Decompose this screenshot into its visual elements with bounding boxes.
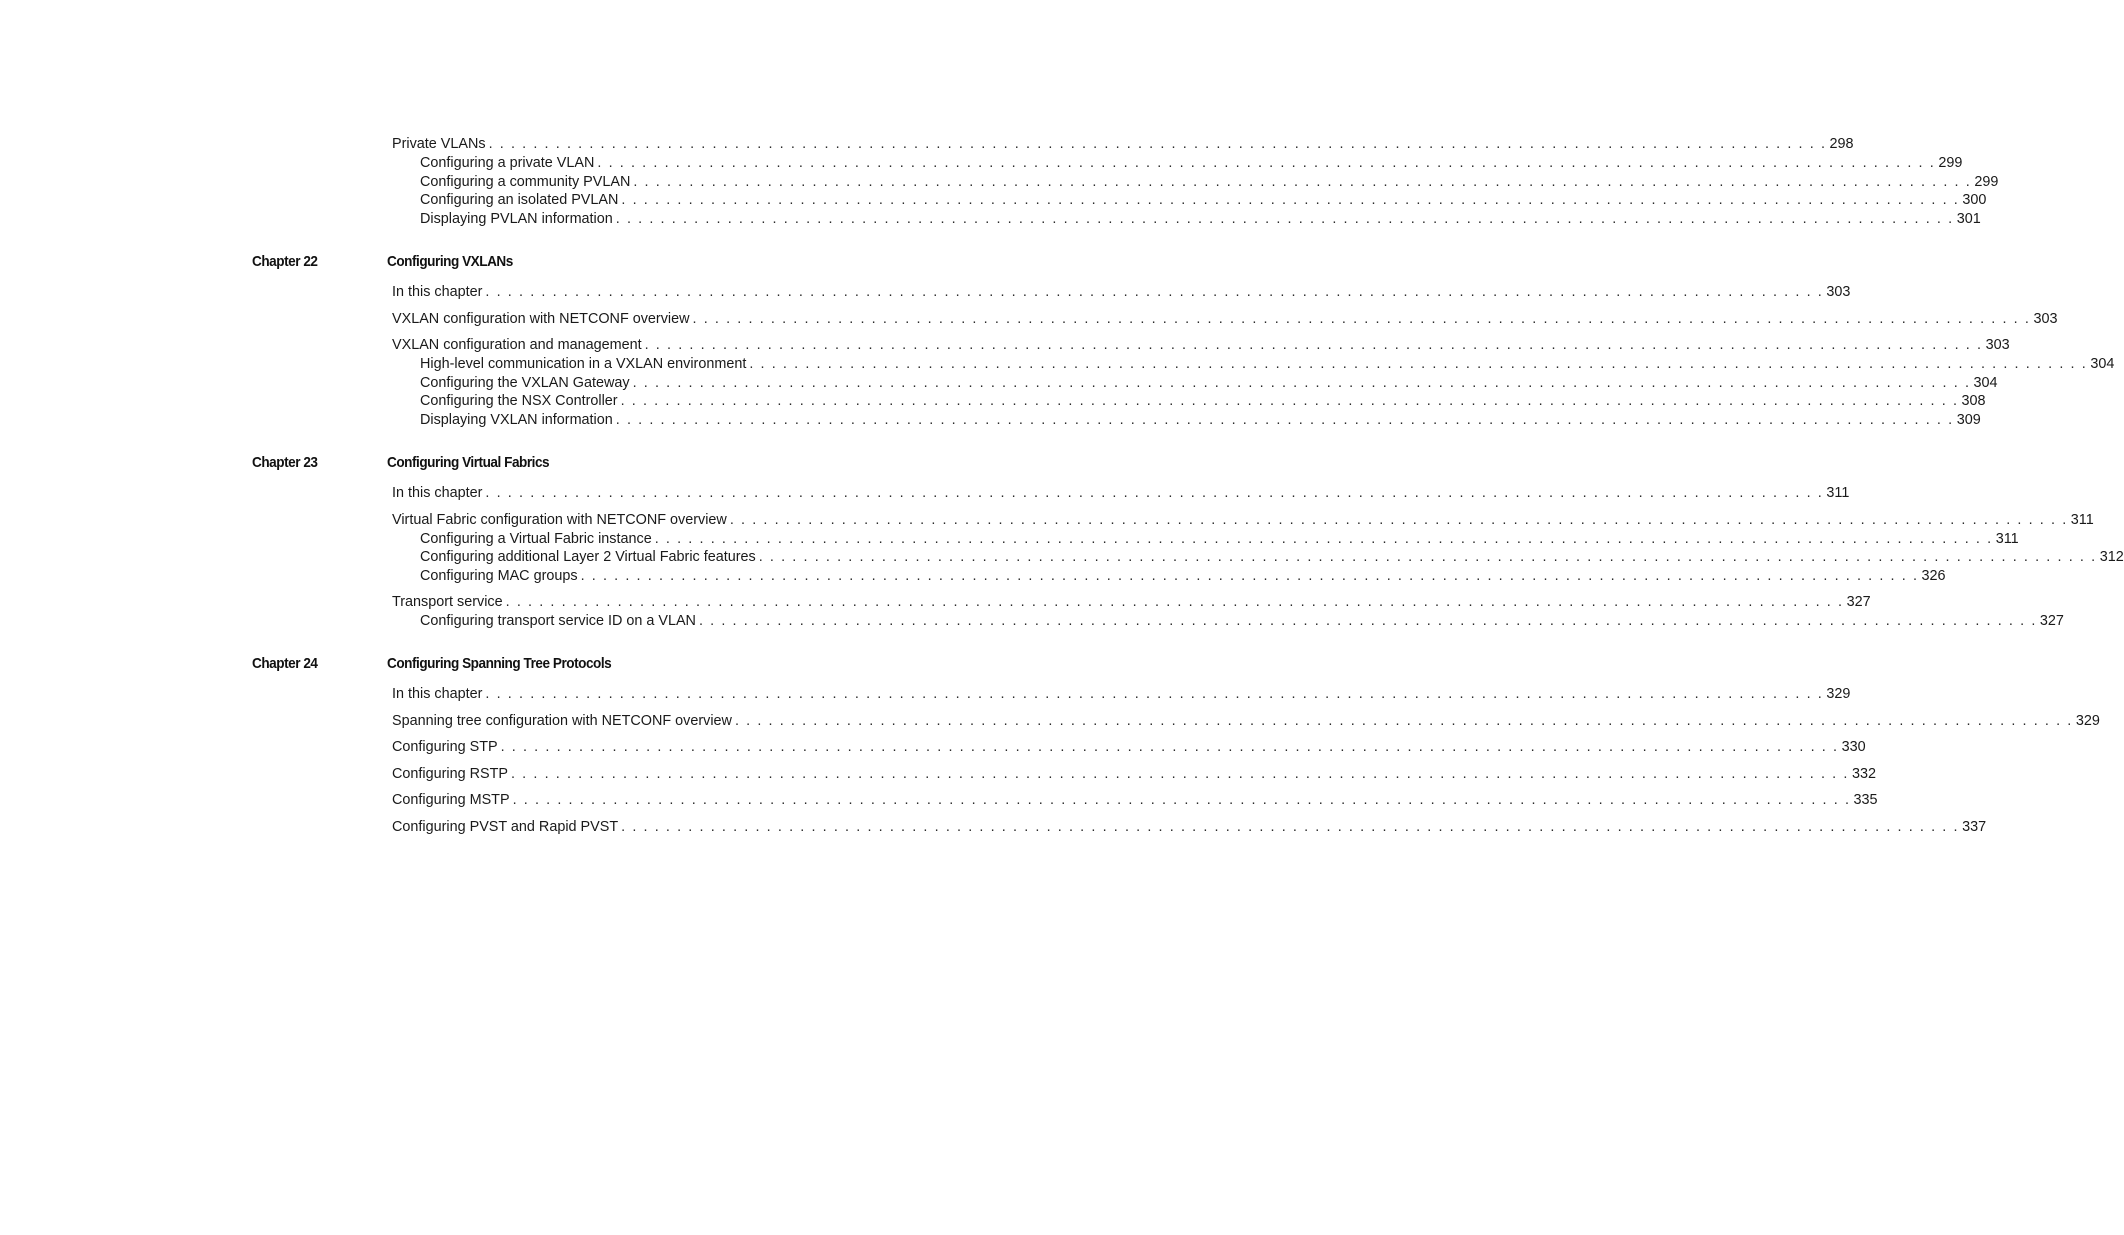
toc-entry-title: VXLAN configuration and management [392,337,642,353]
toc-entry-vxlan-netconf-overview[interactable] [392,310,2058,328]
dot-leader: . . . . . . . . . . . . . . . . . . . . . . . . . . . . . . . . . . . . . . . . . . . . . . . . . . . . . . . . . . . . . . . . . . . . . . . . . . . . . . . . . . . . . . . . . . . . . . . . . . . . . . . . . . . . . . . . . . . . . . . . [597,155,1936,171]
toc-entry-title: High-level communication in a VXLAN environment [420,356,747,372]
toc-entry-page: 332 [1851,766,1876,782]
toc-entry-page: 308 [1961,393,1986,409]
toc-entry-page: 312 [2099,549,2124,565]
dot-leader: . . . . . . . . . . . . . . . . . . . . . . . . . . . . . . . . . . . . . . . . . . . . . . . . . . . . . . . . . . . . . . . . . . . . . . . . . . . . . . . . . . . . . . . . . . . . . . . . . . . . . . . . . . . . . . . . . . . . . . . . [758,549,2097,565]
toc-entry-configuring-community-pvlan[interactable] [420,173,1999,191]
dot-leader: . . . . . . . . . . . . . . . . . . . . . . . . . . . . . . . . . . . . . . . . . . . . . . . . . . . . . . . . . . . . . . . . . . . . . . . . . . . . . . . . . . . . . . . . . . . . . . . . . . . . . . . . . . . . . . . . . . . . . . . . [632,375,1971,391]
toc-entry-page: 298 [1829,136,1854,152]
toc-entry-displaying-vxlan-information[interactable] [420,411,1981,429]
toc-entry-page: 303 [1826,284,1851,300]
dot-leader: . . . . . . . . . . . . . . . . . . . . . . . . . . . . . . . . . . . . . . . . . . . . . . . . . . . . . . . . . . . . . . . . . . . . . . . . . . . . . . . . . . . . . . . . . . . . . . . . . . . . . . . . . . . . . . . . . . . . . . . . [485,485,1824,501]
toc-entry-private-vlans[interactable] [392,135,1854,153]
dot-leader: . . . . . . . . . . . . . . . . . . . . . . . . . . . . . . . . . . . . . . . . . . . . . . . . . . . . . . . . . . . . . . . . . . . . . . . . . . . . . . . . . . . . . . . . . . . . . . . . . . . . . . . . . . . . . . . . . . . . . . . . [621,819,1960,835]
toc-entry-title: Configuring the VXLAN Gateway [420,375,630,391]
toc-entry-configuring-virtual-fabric-instance[interactable] [420,530,2019,548]
toc-entry-configuring-private-vlan[interactable] [420,154,1963,172]
dot-leader: . . . . . . . . . . . . . . . . . . . . . . . . . . . . . . . . . . . . . . . . . . . . . . . . . . . . . . . . . . . . . . . . . . . . . . . . . . . . . . . . . . . . . . . . . . . . . . . . . . . . . . . . . . . . . . . . . . . . . . . . [580,568,1919,584]
toc-entry-title: Virtual Fabric configuration with NETCONF overview [392,512,727,528]
toc-entry-page: 311 [1826,485,1850,501]
dot-leader: . . . . . . . . . . . . . . . . . . . . . . . . . . . . . . . . . . . . . . . . . . . . . . . . . . . . . . . . . . . . . . . . . . . . . . . . . . . . . . . . . . . . . . . . . . . . . . . . . . . . . . . . . . . . . . . . . . . . . . . . [512,792,1851,808]
toc-entry-in-this-chapter[interactable] [392,283,1851,301]
toc-entry-title: Displaying VXLAN information [420,412,613,428]
toc-entry-title: Spanning tree configuration with NETCONF overview [392,713,732,729]
toc-entry-configuring-vxlan-gateway[interactable] [420,374,1998,392]
dot-leader: . . . . . . . . . . . . . . . . . . . . . . . . . . . . . . . . . . . . . . . . . . . . . . . . . . . . . . . . . . . . . . . . . . . . . . . . . . . . . . . . . . . . . . . . . . . . . . . . . . . . . . . . . . . . . . . . . . . . . . . . [654,531,1993,547]
toc-entry-configuring-transport-service-id[interactable] [420,612,2064,630]
dot-leader: . . . . . . . . . . . . . . . . . . . . . . . . . . . . . . . . . . . . . . . . . . . . . . . . . . . . . . . . . . . . . . . . . . . . . . . . . . . . . . . . . . . . . . . . . . . . . . . . . . . . . . . . . . . . . . . . . . . . . . . . [729,512,2068,528]
toc-entry-title: Configuring a community PVLAN [420,174,631,190]
toc-entry-title: In this chapter [392,284,483,300]
dot-leader: . . . . . . . . . . . . . . . . . . . . . . . . . . . . . . . . . . . . . . . . . . . . . . . . . . . . . . . . . . . . . . . . . . . . . . . . . . . . . . . . . . . . . . . . . . . . . . . . . . . . . . . . . . . . . . . . . . . . . . . . [692,311,2031,327]
dot-leader: . . . . . . . . . . . . . . . . . . . . . . . . . . . . . . . . . . . . . . . . . . . . . . . . . . . . . . . . . . . . . . . . . . . . . . . . . . . . . . . . . . . . . . . . . . . . . . . . . . . . . . . . . . . . . . . . . . . . . . . . [644,337,1983,353]
toc-entry-in-this-chapter[interactable] [392,484,1850,502]
toc-entry-transport-service[interactable] [392,593,1871,611]
toc-entry-title: Configuring additional Layer 2 Virtual Fabric features [420,549,756,565]
toc-entry-page: 303 [1985,337,2010,353]
toc-entry-title: Private VLANs [392,136,486,152]
dot-leader: . . . . . . . . . . . . . . . . . . . . . . . . . . . . . . . . . . . . . . . . . . . . . . . . . . . . . . . . . . . . . . . . . . . . . . . . . . . . . . . . . . . . . . . . . . . . . . . . . . . . . . . . . . . . . . . . . . . . . . . . [488,136,1827,152]
chapter-label: Chapter 23 [252,455,318,471]
toc-entry-page: 300 [1962,192,1987,208]
toc-entry-title: In this chapter [392,485,483,501]
toc-entry-page: 299 [1974,174,1999,190]
toc-entry-page: 327 [2039,613,2064,629]
toc-entry-page: 327 [1846,594,1871,610]
toc-entry-page: 311 [2070,512,2094,528]
toc-entry-page: 304 [1973,375,1998,391]
toc-entry-vxlan-configuration-management[interactable] [392,336,2010,354]
dot-leader: . . . . . . . . . . . . . . . . . . . . . . . . . . . . . . . . . . . . . . . . . . . . . . . . . . . . . . . . . . . . . . . . . . . . . . . . . . . . . . . . . . . . . . . . . . . . . . . . . . . . . . . . . . . . . . . . . . . . . . . . [485,686,1824,702]
toc-entry-virtual-fabric-netconf-overview[interactable] [392,511,2094,529]
toc-entry-configuring-mac-groups[interactable] [420,567,1946,585]
dot-leader: . . . . . . . . . . . . . . . . . . . . . . . . . . . . . . . . . . . . . . . . . . . . . . . . . . . . . . . . . . . . . . . . . . . . . . . . . . . . . . . . . . . . . . . . . . . . . . . . . . . . . . . . . . . . . . . . . . . . . . . . [615,412,1954,428]
dot-leader: . . . . . . . . . . . . . . . . . . . . . . . . . . . . . . . . . . . . . . . . . . . . . . . . . . . . . . . . . . . . . . . . . . . . . . . . . . . . . . . . . . . . . . . . . . . . . . . . . . . . . . . . . . . . . . . . . . . . . . . . [500,739,1839,755]
dot-leader: . . . . . . . . . . . . . . . . . . . . . . . . . . . . . . . . . . . . . . . . . . . . . . . . . . . . . . . . . . . . . . . . . . . . . . . . . . . . . . . . . . . . . . . . . . . . . . . . . . . . . . . . . . . . . . . . . . . . . . . . [749,356,2088,372]
toc-entry-spanning-tree-netconf-overview[interactable] [392,712,2100,730]
toc-entry-page: 299 [1938,155,1963,171]
toc-entry-title: Configuring transport service ID on a VLAN [420,613,696,629]
dot-leader: . . . . . . . . . . . . . . . . . . . . . . . . . . . . . . . . . . . . . . . . . . . . . . . . . . . . . . . . . . . . . . . . . . . . . . . . . . . . . . . . . . . . . . . . . . . . . . . . . . . . . . . . . . . . . . . . . . . . . . . . [505,594,1844,610]
toc-entry-high-level-communication[interactable] [420,355,2115,373]
dot-leader: . . . . . . . . . . . . . . . . . . . . . . . . . . . . . . . . . . . . . . . . . . . . . . . . . . . . . . . . . . . . . . . . . . . . . . . . . . . . . . . . . . . . . . . . . . . . . . . . . . . . . . . . . . . . . . . . . . . . . . . . [510,766,1849,782]
toc-entry-title: Transport service [392,594,503,610]
toc-entry-page: 311 [1995,531,2019,547]
chapter-title[interactable]: Configuring Spanning Tree Protocols [387,656,612,672]
toc-entry-title: Configuring a Virtual Fabric instance [420,531,652,547]
toc-entry-title: Configuring PVST and Rapid PVST [392,819,619,835]
toc-entry-page: 301 [1956,211,1981,227]
toc-entry-page: 309 [1956,412,1981,428]
dot-leader: . . . . . . . . . . . . . . . . . . . . . . . . . . . . . . . . . . . . . . . . . . . . . . . . . . . . . . . . . . . . . . . . . . . . . . . . . . . . . . . . . . . . . . . . . . . . . . . . . . . . . . . . . . . . . . . . . . . . . . . . [620,393,1959,409]
toc-entry-page: 335 [1853,792,1878,808]
toc-entry-title: Configuring an isolated PVLAN [420,192,619,208]
toc-entry-configuring-rstp[interactable] [392,765,1876,783]
toc-entry-title: Configuring MSTP [392,792,510,808]
toc-entry-title: Displaying PVLAN information [420,211,613,227]
dot-leader: . . . . . . . . . . . . . . . . . . . . . . . . . . . . . . . . . . . . . . . . . . . . . . . . . . . . . . . . . . . . . . . . . . . . . . . . . . . . . . . . . . . . . . . . . . . . . . . . . . . . . . . . . . . . . . . . . . . . . . . . [485,284,1824,300]
chapter-label: Chapter 24 [252,656,318,672]
chapter-label: Chapter 22 [252,254,318,270]
toc-entry-title: Configuring STP [392,739,498,755]
toc-entry-displaying-pvlan-information[interactable] [420,210,1981,228]
toc-entry-title: VXLAN configuration with NETCONF overview [392,311,690,327]
chapter-title[interactable]: Configuring Virtual Fabrics [387,455,550,471]
toc-entry-configuring-nsx-controller[interactable] [420,392,1986,410]
toc-entry-page: 337 [1962,819,1987,835]
toc-entry-configuring-layer2-features[interactable] [420,548,2124,566]
toc-entry-page: 304 [2090,356,2115,372]
toc-entry-title: Configuring a private VLAN [420,155,595,171]
toc-entry-configuring-mstp[interactable] [392,791,1878,809]
toc-entry-in-this-chapter[interactable] [392,685,1851,703]
toc-entry-page: 329 [1826,686,1851,702]
dot-leader: . . . . . . . . . . . . . . . . . . . . . . . . . . . . . . . . . . . . . . . . . . . . . . . . . . . . . . . . . . . . . . . . . . . . . . . . . . . . . . . . . . . . . . . . . . . . . . . . . . . . . . . . . . . . . . . . . . . . . . . . [621,192,1960,208]
toc-entry-page: 329 [2075,713,2100,729]
dot-leader: . . . . . . . . . . . . . . . . . . . . . . . . . . . . . . . . . . . . . . . . . . . . . . . . . . . . . . . . . . . . . . . . . . . . . . . . . . . . . . . . . . . . . . . . . . . . . . . . . . . . . . . . . . . . . . . . . . . . . . . . [698,613,2037,629]
dot-leader: . . . . . . . . . . . . . . . . . . . . . . . . . . . . . . . . . . . . . . . . . . . . . . . . . . . . . . . . . . . . . . . . . . . . . . . . . . . . . . . . . . . . . . . . . . . . . . . . . . . . . . . . . . . . . . . . . . . . . . . . [633,174,1972,190]
toc-entry-configuring-isolated-pvlan[interactable] [420,191,1987,209]
toc-entry-configuring-pvst[interactable] [392,818,1987,836]
dot-leader: . . . . . . . . . . . . . . . . . . . . . . . . . . . . . . . . . . . . . . . . . . . . . . . . . . . . . . . . . . . . . . . . . . . . . . . . . . . . . . . . . . . . . . . . . . . . . . . . . . . . . . . . . . . . . . . . . . . . . . . . [734,713,2073,729]
toc-entry-configuring-stp[interactable] [392,738,1866,756]
chapter-title[interactable]: Configuring VXLANs [387,254,513,270]
toc-entry-title: Configuring RSTP [392,766,508,782]
toc-entry-page: 330 [1841,739,1866,755]
dot-leader: . . . . . . . . . . . . . . . . . . . . . . . . . . . . . . . . . . . . . . . . . . . . . . . . . . . . . . . . . . . . . . . . . . . . . . . . . . . . . . . . . . . . . . . . . . . . . . . . . . . . . . . . . . . . . . . . . . . . . . . . [615,211,1954,227]
toc-entry-page: 326 [1921,568,1946,584]
toc-entry-title: Configuring the NSX Controller [420,393,618,409]
toc-entry-title: Configuring MAC groups [420,568,578,584]
toc-entry-page: 303 [2033,311,2058,327]
toc-entry-title: In this chapter [392,686,483,702]
